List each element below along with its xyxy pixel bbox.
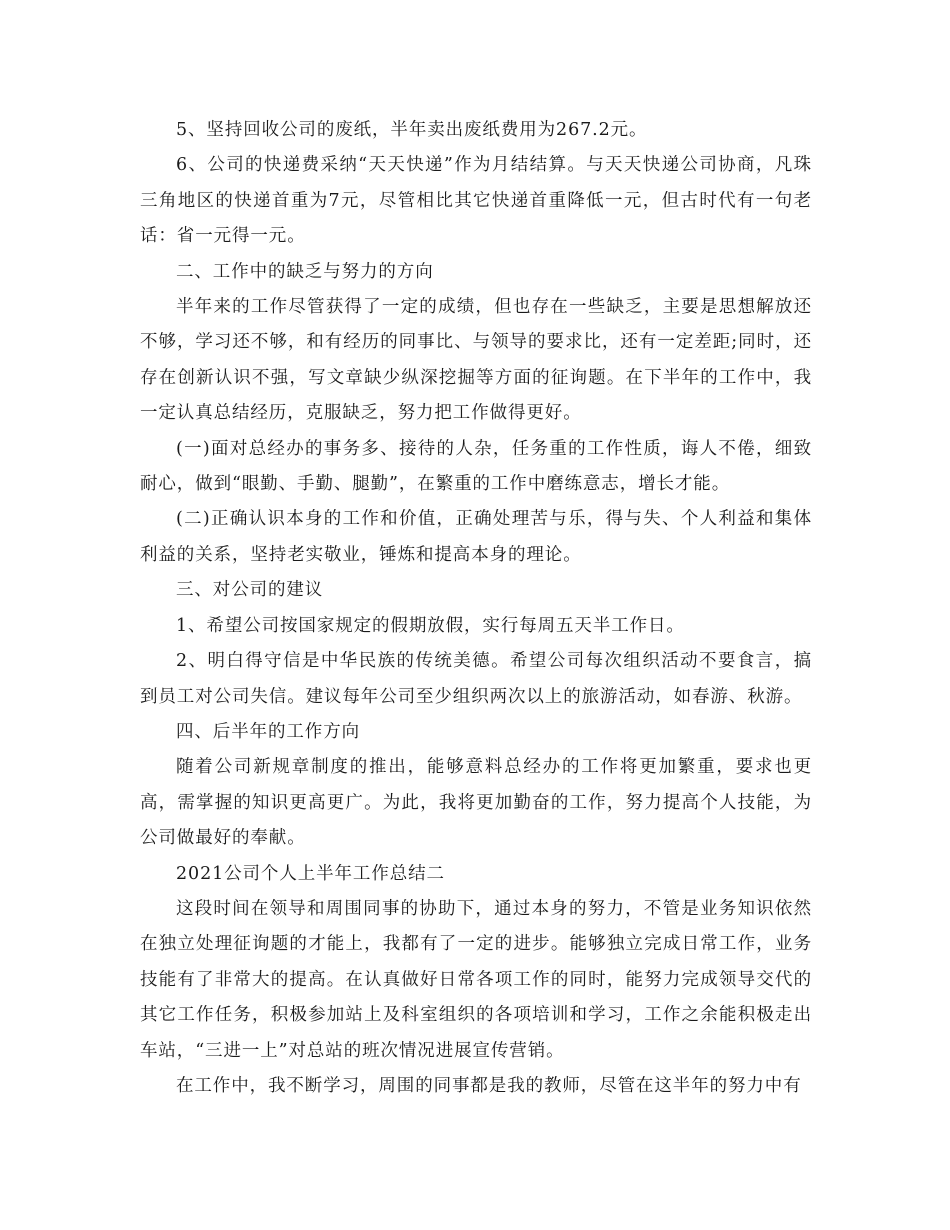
paragraph-learning: 在工作中，我不断学习，周围的同事都是我的教师，尽管在这半年的努力中有 xyxy=(176,1075,802,1096)
paragraph-shortcomings: 半年来的工作尽管获得了一定的成绩，但也存在一些缺乏，主要是思想解放还不够，学习还不够，和有经历的同事比、与领导的要求比，还有一定差距;同时，还存在创新认识不强，写文章缺少纵深挖掘等方面的征询题。在下半年的工作中，我一定认真总结经历，克服缺乏，努力把工作做得更好。 xyxy=(140,297,812,424)
paragraph-suggestion-two: 2、明白得守信是中华民族的传统美德。希望公司每次组织活动不要食言，搞到员工对公司失信。建议每年公司至少组织两次以上的旅游活动，如春游、秋游。 xyxy=(140,651,812,707)
paragraph-express-fees: 6、公司的快递费采纳“天天快递”作为月结结算。与天天快递公司协商，凡珠三角地区的快递首重为7元，尽管相比其它快递首重降低一元，但古时代有一句老话：省一元得一元。 xyxy=(140,155,812,247)
section-heading-direction: 四、后半年的工作方向 xyxy=(176,721,360,742)
paragraph-point-two: (二)正确认识本身的工作和价值，正确处理苦与乐，得与失、个人利益和集体利益的关系，坚持老实敬业，锤炼和提高本身的理论。 xyxy=(140,509,812,565)
paragraph-progress: 这段时间在领导和周围同事的协助下，通过本身的努力，不管是业务知识依然在独立处理征询题的才能上，我都有了一定的进步。能够独立完成日常工作，业务技能有了非常大的提高。在认真做好日常各项工作的同时，能努力完成领导交代的其它工作任务，积极参加站上及科室组织的各项培训和学习，工作之余能积极走出车站，“三进一上”对总站的班次情况进展宣传营销。 xyxy=(140,898,812,1061)
section-heading-suggestions: 三、对公司的建议 xyxy=(176,580,324,601)
section-heading-shortcomings: 二、工作中的缺乏与努力的方向 xyxy=(176,261,434,282)
paragraph-waste-paper: 5、坚持回收公司的废纸，半年卖出废纸费用为267.2元。 xyxy=(176,120,648,140)
paragraph-point-one: (一)面对总经办的事务多、接待的人杂，任务重的工作性质，诲人不倦，细致耐心，做到“眼勤、手勤、腿勤”，在繁重的工作中磨练意志，增长才能。 xyxy=(140,438,812,495)
paragraph-suggestion-one: 1、希望公司按国家规定的假期放假，实行每周五天半工作日。 xyxy=(176,615,685,636)
subtitle-summary-two: 2021公司个人上半年工作总结二 xyxy=(176,863,445,884)
document-body xyxy=(140,113,812,1104)
paragraph-direction: 随着公司新规章制度的推出，能够意料总经办的工作将更加繁重，要求也更高，需掌握的知识更高更广。为此，我将更加勤奋的工作，努力提高个人技能，为公司做最好的奉献。 xyxy=(140,757,812,849)
